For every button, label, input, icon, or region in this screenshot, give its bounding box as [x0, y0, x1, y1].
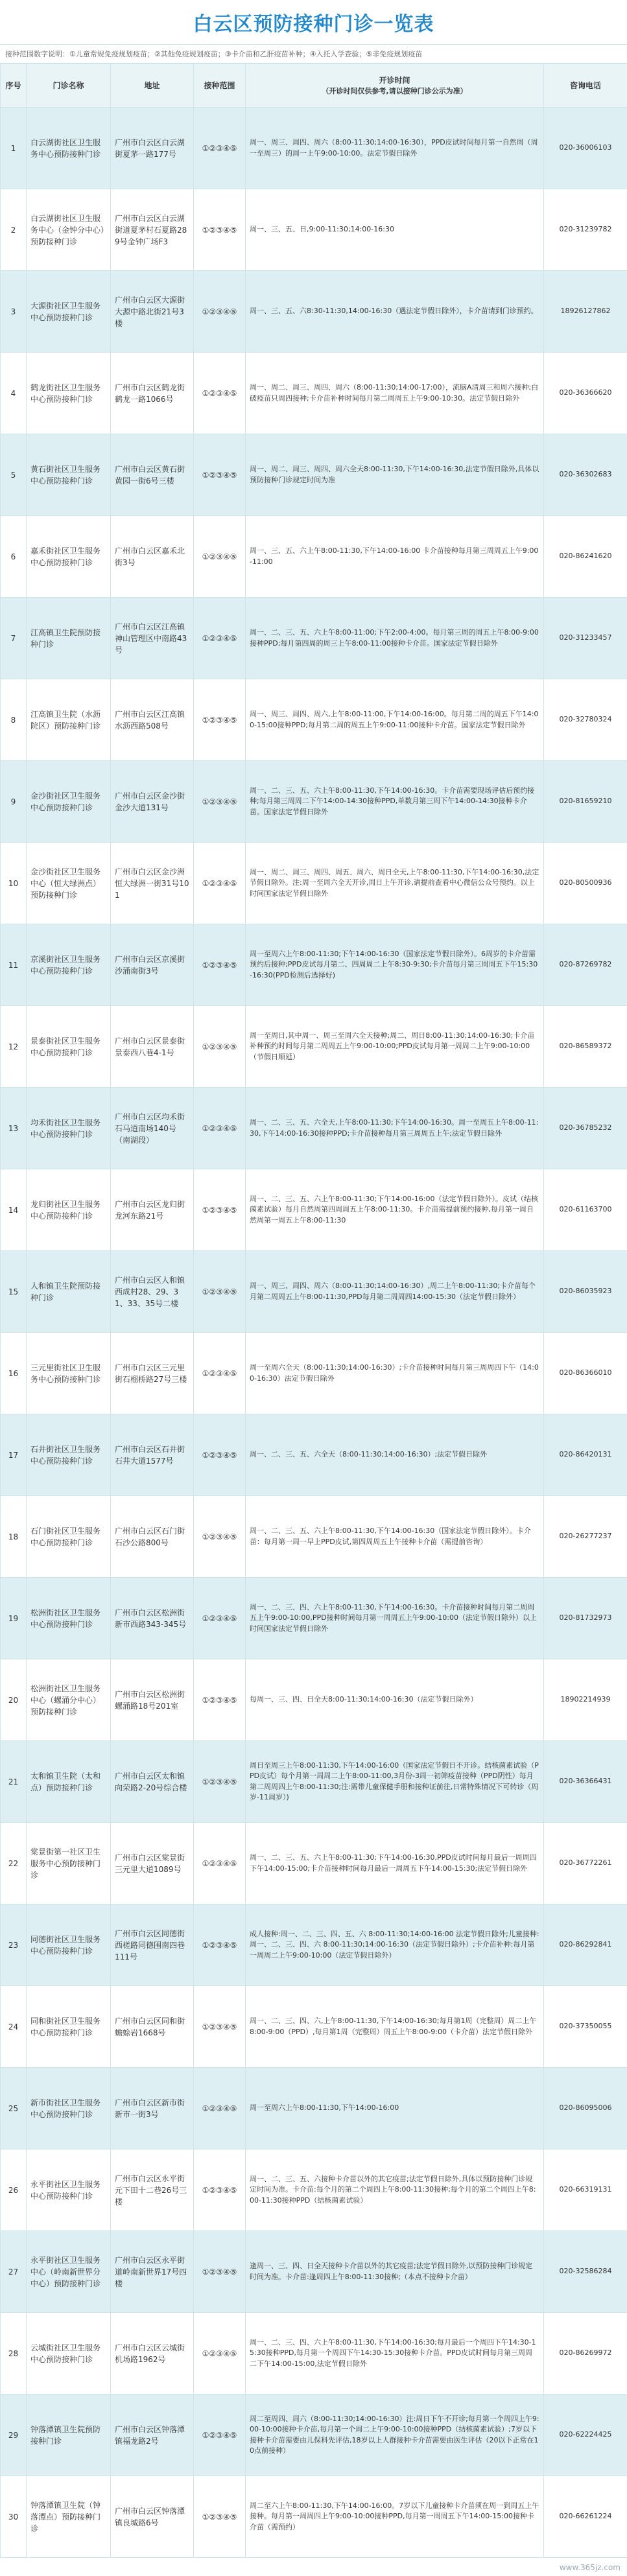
cell-index: 16: [1, 1333, 27, 1414]
table-header-row: [1, 64, 627, 108]
cell-address: 广州市白云区金沙街金沙大道131号: [111, 761, 194, 843]
table-row: [1, 1251, 627, 1333]
cell-clinic-name: 江高镇卫生院预防接种门诊: [27, 598, 111, 679]
cell-address: 广州市白云区江高镇神山管理区中南路43号: [111, 598, 194, 679]
cell-phone: 020-26277237: [544, 1496, 627, 1578]
cell-phone: 020-86366010: [544, 1333, 627, 1414]
cell-index: 29: [1, 2395, 27, 2476]
cell-scope: ①②③④⑤: [194, 2476, 246, 2558]
cell-scope: ①②③④⑤: [194, 1251, 246, 1333]
cell-index: 7: [1, 598, 27, 679]
table-row: [1, 1741, 627, 1823]
cell-clinic-name: 太和镇卫生院（太和点）预防接种门诊: [27, 1741, 111, 1823]
cell-hours: 成人接种:周一、二、三、四、五、六 8:00-11:30;14:00-16:00 法定节假日除外;儿童接种:周一、二、三、四、六 8:00-11:30;14:00-16:30（法定节假日除外）;卡介苗补种:每月第一周周二上午9:00-10:00（法定节假日除外）: [246, 1904, 544, 1986]
cell-index: 11: [1, 924, 27, 1006]
cell-hours: 周一、周二、周三、周四、周六全天8:00-11:30,下午14:00-16:30,法定节假日除外,具体以预防接种门诊规定时间为准: [246, 434, 544, 516]
cell-index: 25: [1, 2068, 27, 2149]
cell-phone: 020-31239782: [544, 189, 627, 271]
cell-phone: 020-86292841: [544, 1904, 627, 1986]
cell-index: 2: [1, 189, 27, 271]
cell-phone: 020-36785232: [544, 1088, 627, 1169]
cell-clinic-name: 黄石街社区卫生服务中心预防接种门诊: [27, 434, 111, 516]
cell-address: 广州市白云区永平街道岭南新世界17号四楼: [111, 2231, 194, 2313]
cell-phone: 020-31233457: [544, 598, 627, 679]
header-hours-label: 开诊时间: [379, 75, 410, 85]
cell-phone: 020-32586284: [544, 2231, 627, 2313]
cell-address: 广州市白云区大源街大源中路北街21号3楼: [111, 271, 194, 353]
cell-scope: ①②③④⑤: [194, 2395, 246, 2476]
cell-phone: 18926127862: [544, 271, 627, 353]
cell-phone: 020-66319131: [544, 2149, 627, 2231]
cell-hours: 周一、二、三、四、六上午8:00-11:30,下午14:00-16:30。卡介苗接种时间每月第二周周五上午9:00-10:00,PPD接种时间每月第一周周五上午9:00-10:00（法定节假日除外）以上时间国家法定节假日除外: [246, 1578, 544, 1659]
cell-phone: 020-86035923: [544, 1251, 627, 1333]
cell-index: 8: [1, 679, 27, 761]
cell-index: 18: [1, 1496, 27, 1578]
cell-phone: 020-87269782: [544, 924, 627, 1006]
cell-index: 24: [1, 1986, 27, 2068]
cell-scope: ①②③④⑤: [194, 189, 246, 271]
cell-hours: 周一、三、五、六8:30-11:30,14:00-16:30（遇法定节假日除外），卡介苗请到门诊预约。: [246, 271, 544, 353]
cell-scope: ①②③④⑤: [194, 1006, 246, 1088]
cell-hours: 周一、周三、周四、周六,上午8:00-11:00,下午14:00-16:00。每月第二周的周五下午14:00-15:00接种PPD;每月第二周的周五上午9:00-11:00接种卡介苗。国家法定节假日除外: [246, 679, 544, 761]
table-row: [1, 924, 627, 1006]
cell-index: 28: [1, 2313, 27, 2395]
cell-address: 广州市白云区石门街石沙公路800号: [111, 1496, 194, 1578]
cell-scope: ①②③④⑤: [194, 1904, 246, 1986]
cell-clinic-name: 钟落潭镇卫生院预防接种门诊: [27, 2395, 111, 2476]
cell-scope: ①②③④⑤: [194, 1333, 246, 1414]
table-row: [1, 1904, 627, 1986]
cell-address: 广州市白云区太和镇向荣路2-20号综合楼: [111, 1741, 194, 1823]
cell-address: 广州市白云区同和街蟾蜍岩1668号: [111, 1986, 194, 2068]
cell-hours: 周一、二、三、五、六上午8:00-11:30;下午14:00-16:30,PPD皮试时间每月最后一周周四下午14:00-15:00;卡介苗接种时间每月最后一周周五下午14:00-15:30;法定节假日除外: [246, 1823, 544, 1904]
table-row: [1, 271, 627, 353]
cell-phone: 020-36366431: [544, 1741, 627, 1823]
cell-address: 广州市白云区金沙洲恒大绿洲一街31号101: [111, 843, 194, 924]
cell-clinic-name: 钟落潭镇卫生院（钟落潭点）预防接种门诊: [27, 2476, 111, 2558]
cell-address: 广州市白云区云城街机场路1962号: [111, 2313, 194, 2395]
cell-clinic-name: 新市街社区卫生服务中心预防接种门诊: [27, 2068, 111, 2149]
cell-clinic-name: 白云湖街社区卫生服务中心预防接种门诊: [27, 108, 111, 189]
table-row: [1, 1496, 627, 1578]
cell-hours: 周一、三、五、六上午8:00-11:30,下午14:00-16:00 卡介苗接种每月第三周周五上午9:00-11:00: [246, 516, 544, 598]
cell-hours: 逢周一、三、四、日全天接种卡介苗以外的其它疫苗;法定节假日除外,以预防接种门诊规定时间为准。卡介苗:逢周四上午8:00-11:30接种;（本点不接种卡介苗）: [246, 2231, 544, 2313]
cell-scope: ①②③④⑤: [194, 598, 246, 679]
cell-hours: 周一、周三、周四、周六（8:00-11:30;14:00-16:30）,周二上午8:00-11:30;卡介苗每个月第二周周五上午8:00-11:30,PPD每月第二周周四14:00-15:30（法定节假日除外）: [246, 1251, 544, 1333]
cell-hours: 周一至周六上午8:00-11:30;下午14:00-16:30（国家法定节假日除外）。6周岁的卡介苗需预约后接种;PPD皮试每月第二、四周周二上午8:30-9:30;卡介苗每月第三周周五下午15:30-16:30(PPD检测后选择好): [246, 924, 544, 1006]
cell-scope: ①②③④⑤: [194, 2313, 246, 2395]
table-row: [1, 108, 627, 189]
table-row: [1, 1578, 627, 1659]
cell-scope: ①②③④⑤: [194, 1986, 246, 2068]
cell-hours: 周一、二、三、五、六全天（8:00-11:30;14:00-16:30）;法定节假日除外: [246, 1414, 544, 1496]
cell-phone: 020-32780324: [544, 679, 627, 761]
header-address: 地址: [111, 64, 194, 108]
cell-clinic-name: 三元里街社区卫生服务中心预防接种门诊: [27, 1333, 111, 1414]
cell-hours: 每周一、三、四、日全天8:00-11:30;14:00-16:30（法定节假日除外）: [246, 1659, 544, 1741]
cell-clinic-name: 金沙街社区卫生服务中心（恒大绿洲点）预防接种门诊: [27, 843, 111, 924]
cell-hours: 周一、周三、周四、周六（8:00-11:30;14:00-16:30），PPD皮试时间每月第一自然周（周一至周三）的周一上午9:00-10:00。法定节假日除外: [246, 108, 544, 189]
cell-index: 12: [1, 1006, 27, 1088]
cell-phone: 020-36772261: [544, 1823, 627, 1904]
cell-clinic-name: 同德街社区卫生服务中心预防接种门诊: [27, 1904, 111, 1986]
cell-address: 广州市白云区松洲街螺涌路18号201室: [111, 1659, 194, 1741]
table-row: [1, 2395, 627, 2476]
cell-scope: ①②③④⑤: [194, 1414, 246, 1496]
cell-address: 广州市白云区石井街石井大道1577号: [111, 1414, 194, 1496]
cell-hours: 周一、二、三、五、六接种卡介苗以外的其它疫苗;法定节假日除外,具体以预防接种门诊规定时间为准。卡介苗:每个月的第二个周四上午8:00-11:30接种;每个月的第二个周四上午8:00-11:30接种PPD（结核菌素试验）: [246, 2149, 544, 2231]
cell-index: 21: [1, 1741, 27, 1823]
cell-phone: 020-36366620: [544, 353, 627, 434]
cell-scope: ①②③④⑤: [194, 1088, 246, 1169]
cell-index: 6: [1, 516, 27, 598]
cell-index: 27: [1, 2231, 27, 2313]
cell-address: 广州市白云区嘉禾北街3号: [111, 516, 194, 598]
table-row: [1, 2149, 627, 2231]
cell-index: 23: [1, 1904, 27, 1986]
cell-scope: ①②③④⑤: [194, 2149, 246, 2231]
cell-clinic-name: 松洲街社区卫生服务中心（螺涌分中心）预防接种门诊: [27, 1659, 111, 1741]
cell-index: 9: [1, 761, 27, 843]
cell-scope: ①②③④⑤: [194, 516, 246, 598]
clinic-table: [0, 64, 627, 2558]
table-row: [1, 2313, 627, 2395]
header-index: 序号: [1, 64, 27, 108]
cell-address: 广州市白云区钟落潭镇福龙路2号: [111, 2395, 194, 2476]
table-row: [1, 1823, 627, 1904]
cell-scope: ①②③④⑤: [194, 924, 246, 1006]
cell-phone: 020-66261224: [544, 2476, 627, 2558]
cell-phone: 020-86420131: [544, 1414, 627, 1496]
cell-scope: ①②③④⑤: [194, 353, 246, 434]
cell-hours: 周一至周日,其中周一、周三至周六全天接种;周二、周日8:00-11:30;14:00-16:30;卡介苗补种预约时间每月第二周周五上午9:00-10:00;PPD皮试每月第一周周二上午9:00-10:00（节假日顺延）: [246, 1006, 544, 1088]
cell-index: 22: [1, 1823, 27, 1904]
cell-scope: ①②③④⑤: [194, 1578, 246, 1659]
cell-clinic-name: 大源街社区卫生服务中心预防接种门诊: [27, 271, 111, 353]
cell-clinic-name: 棠景街第一社区卫生服务中心预防接种门诊: [27, 1823, 111, 1904]
cell-address: 广州市白云区白云湖街夏茅一路177号: [111, 108, 194, 189]
cell-index: 13: [1, 1088, 27, 1169]
cell-scope: ①②③④⑤: [194, 843, 246, 924]
cell-clinic-name: 永平街社区卫生服务中心预防接种门诊: [27, 2149, 111, 2231]
cell-hours: 周日至周三上午8:00-11:30,下午14:00-16:00（国家法定节假日不开诊。结核菌素试验（PPD皮试）每个月第一周周二上午8:00-11:00,3月份-3周一初筛疫苗接种（PPD阴性）每月第二周周四上午8:00-11:30;注:需带儿童保健手册和接种证前往,日常特殊情况下可转诊（周岁-11周岁）): [246, 1741, 544, 1823]
cell-clinic-name: 京溪街社区卫生服务中心预防接种门诊: [27, 924, 111, 1006]
cell-clinic-name: 白云湖街社区卫生服务中心（金钟分中心）预防接种门诊: [27, 189, 111, 271]
cell-clinic-name: 嘉禾街社区卫生服务中心预防接种门诊: [27, 516, 111, 598]
cell-phone: 020-86589372: [544, 1006, 627, 1088]
table-row: [1, 679, 627, 761]
cell-scope: ①②③④⑤: [194, 761, 246, 843]
header-clinic-name: 门诊名称: [27, 64, 111, 108]
cell-phone: 020-81659210: [544, 761, 627, 843]
cell-address: 广州市白云区新市街新市一街3号: [111, 2068, 194, 2149]
table-row: [1, 1169, 627, 1251]
cell-clinic-name: 鹤龙街社区卫生服务中心预防接种门诊: [27, 353, 111, 434]
cell-address: 广州市白云区棠景街三元里大道1089号: [111, 1823, 194, 1904]
cell-phone: 020-86269972: [544, 2313, 627, 2395]
cell-hours: 周二至六上午8:00-11:30,下午14:00-16:00。7岁以下儿童接种卡介苗须在周一到周五上午接种。每月第一周周四上午9:00-10:00接种PPD,每月第一周周五下午14:00-15:00接种卡介苗（需预约）: [246, 2476, 544, 2558]
cell-phone: 020-36302683: [544, 434, 627, 516]
cell-index: 17: [1, 1414, 27, 1496]
table-row: [1, 516, 627, 598]
watermark: www.365jz.com: [559, 2563, 621, 2572]
cell-scope: ①②③④⑤: [194, 679, 246, 761]
table-row: [1, 2068, 627, 2149]
table-row: [1, 353, 627, 434]
cell-index: 20: [1, 1659, 27, 1741]
table-row: [1, 598, 627, 679]
cell-phone: 020-37350055: [544, 1986, 627, 2068]
cell-address: 广州市白云区景泰街景泰西八巷4-1号: [111, 1006, 194, 1088]
cell-clinic-name: 人和镇卫生院预防接种门诊: [27, 1251, 111, 1333]
cell-scope: ①②③④⑤: [194, 2068, 246, 2149]
cell-address: 广州市白云区白云湖街道夏茅村石夏路289号金钟广场F3: [111, 189, 194, 271]
cell-index: 3: [1, 271, 27, 353]
cell-phone: 020-62224425: [544, 2395, 627, 2476]
cell-clinic-name: 石井街社区卫生服务中心预防接种门诊: [27, 1414, 111, 1496]
cell-scope: ①②③④⑤: [194, 108, 246, 189]
cell-index: 15: [1, 1251, 27, 1333]
table-row: [1, 1333, 627, 1414]
table-row: [1, 1006, 627, 1088]
page-title: 白云区预防接种门诊一览表: [193, 13, 434, 36]
cell-address: 广州市白云区江高镇水沥西路508号: [111, 679, 194, 761]
cell-address: 广州市白云区人和镇西成村28、29、31、33、35号二楼: [111, 1251, 194, 1333]
cell-address: 广州市白云区三元里街石榴桥路27号三楼: [111, 1333, 194, 1414]
header-phone: 咨询电话: [544, 64, 627, 108]
cell-hours: 周一、二、三、五、六上午8:00-11:30,下午14:00-16:30（国家法定节假日除外）。卡介苗：每月第一周一早上PPD皮试,第四周周五上午接种卡介苗（需提前咨询）: [246, 1496, 544, 1578]
cell-index: 19: [1, 1578, 27, 1659]
cell-hours: 周一、二、三、五、六上午8:00-11:30;下午14:00-16:00（法定节假日除外）。皮试（结核菌素试验）每月自然周第四周周五上午8:00-11:30。卡介苗需提前预约接种,每月第一周自然周第一周五上午8:00-11:30: [246, 1169, 544, 1251]
cell-index: 1: [1, 108, 27, 189]
cell-scope: ①②③④⑤: [194, 2231, 246, 2313]
table-row: [1, 843, 627, 924]
cell-phone: 020-61163700: [544, 1169, 627, 1251]
cell-hours: 周一、三、五、日,9:00-11:30;14:00-16:30: [246, 189, 544, 271]
cell-index: 14: [1, 1169, 27, 1251]
table-row: [1, 1088, 627, 1169]
cell-address: 广州市白云区钟落潭镇良城路6号: [111, 2476, 194, 2558]
cell-hours: 周一、周二、周三、周四、周五、周六、周日全天,上午8:00-11:30,下午14:00-16:30,法定节假日除外。注:周一至周六全天开诊,周日上午开诊,请提前查看中心微信公众号预约。以上时间国家法定节假日除外: [246, 843, 544, 924]
cell-scope: ①②③④⑤: [194, 271, 246, 353]
cell-index: 10: [1, 843, 27, 924]
table-row: [1, 2231, 627, 2313]
cell-address: 广州市白云区鹤龙街鹤龙一路1066号: [111, 353, 194, 434]
cell-phone: 020-80500936: [544, 843, 627, 924]
cell-address: 广州市白云区永平街元下田十二巷26号三楼: [111, 2149, 194, 2231]
cell-clinic-name: 景泰街社区卫生服务中心预防接种门诊: [27, 1006, 111, 1088]
cell-scope: ①②③④⑤: [194, 434, 246, 516]
header-scope: 接种范围: [194, 64, 246, 108]
cell-scope: ①②③④⑤: [194, 1169, 246, 1251]
cell-clinic-name: 金沙街社区卫生服务中心预防接种门诊: [27, 761, 111, 843]
cell-address: 广州市白云区松洲街新市西路343-345号: [111, 1578, 194, 1659]
cell-hours: 周一、二、三、四、六,上午8:00-11:30,下午14:00-16:30;每月第1周（完整周）周二上午8:00-9:00（PPD）,每月第1周（完整周）周五上午8:00-9:00（卡介苗）法定节假日除外: [246, 1986, 544, 2068]
cell-address: 广州市白云区龙归街龙河东路21号: [111, 1169, 194, 1251]
header-hours-subnote: （开诊时间仅供参考,请以接种门诊公示为准）: [322, 86, 467, 95]
cell-phone: 020-36006103: [544, 108, 627, 189]
cell-scope: ①②③④⑤: [194, 1496, 246, 1578]
scope-legend-note: 接种范围数字说明：①儿童常规免疫规划疫苗；②其他免疫规划疫苗；③卡介苗和乙肝疫苗补种；④入托入学查验；⑤非免疫规划疫苗: [0, 45, 627, 64]
table-row: [1, 1414, 627, 1496]
cell-address: 广州市白云区黄石街黄园一街6号三楼: [111, 434, 194, 516]
cell-phone: 020-81732973: [544, 1578, 627, 1659]
cell-scope: ①②③④⑤: [194, 1823, 246, 1904]
cell-clinic-name: 同和街社区卫生服务中心预防接种门诊: [27, 1986, 111, 2068]
cell-scope: ①②③④⑤: [194, 1659, 246, 1741]
table-row: [1, 1659, 627, 1741]
cell-hours: 周一至周六全天（8:00-11:30;14:00-16:30）;卡介苗接种时间每月第三周周四下午（14:00-16:30）法定节假日除外: [246, 1333, 544, 1414]
cell-hours: 周一至周六上午8:00-11:30,下午14:00-16:00: [246, 2068, 544, 2149]
cell-index: 26: [1, 2149, 27, 2231]
cell-hours: 周一、二、三、五、六上午8:00-11:30,下午14:00-16:30。卡介苗需要现场评估后预约接种;每月第三周周二下午14:00-14:30接种PPD,单数月第三周下午14:00-14:30接种卡介苗。国家法定节假日除外: [246, 761, 544, 843]
table-row: [1, 1986, 627, 2068]
cell-hours: 周一、周二、周三、周四、周六（8:00-11:30;14:00-17:00），流脑A清周三和周六接种;白破疫苗只周四接种;卡介苗补种时间每月第二周周五上午9:00-10:30。法定节假日除外: [246, 353, 544, 434]
cell-clinic-name: 江高镇卫生院（水沥院区）预防接种门诊: [27, 679, 111, 761]
cell-clinic-name: 石门街社区卫生服务中心预防接种门诊: [27, 1496, 111, 1578]
cell-address: 广州市白云区京溪街沙涌南街3号: [111, 924, 194, 1006]
table-row: [1, 761, 627, 843]
cell-index: 30: [1, 2476, 27, 2558]
cell-address: 广州市白云区同德街西槎路同德围南四巷111号: [111, 1904, 194, 1986]
cell-phone: 18902214939: [544, 1659, 627, 1741]
header-hours: [246, 64, 544, 108]
cell-hours: 周二至周四、周六（8:00-11:30;14:00-16:30）注:周日下午不开诊;每月第一个周四上午9:00-10:00接种卡介苗,每月第一个周二上午9:00-10:00接种PPD（结核菌素试验）;7岁以下接种卡介苗需要由儿保科先评估,18岁以上人群接种卡介苗需要由医生评估（20以下正常在10点前接种）: [246, 2395, 544, 2476]
cell-clinic-name: 松洲街社区卫生服务中心预防接种门诊: [27, 1578, 111, 1659]
cell-index: 4: [1, 353, 27, 434]
table-row: [1, 2476, 627, 2558]
cell-clinic-name: 均禾街社区卫生服务中心预防接种门诊: [27, 1088, 111, 1169]
table-row: [1, 189, 627, 271]
cell-scope: ①②③④⑤: [194, 1741, 246, 1823]
cell-clinic-name: 云城街社区卫生服务中心预防接种门诊: [27, 2313, 111, 2395]
cell-hours: 周一、二、三、四、六上午8:00-11:30,下午14:00-16:30;每月最后一个周四下午14:30-15:30接种PPD,每月第一个周四下午14:30-15:30接种卡介苗。PPD皮试时间每月第三周周二下午14:00-15:00,法定节假日除外: [246, 2313, 544, 2395]
cell-clinic-name: 龙归街社区卫生服务中心预防接种门诊: [27, 1169, 111, 1251]
cell-address: 广州市白云区均禾街石马道南场140号（南湖段）: [111, 1088, 194, 1169]
cell-hours: 周一、二、三、五、六上午8:00-11:00;下午2:00-4:00。每月第三周的周五上午8:00-9:00接种PPD;每月第四周的周三上午8:00-11:00接种卡介苗。国家法定节假日除外: [246, 598, 544, 679]
cell-phone: 020-86241620: [544, 516, 627, 598]
cell-hours: 周一、二、三、五、六全天,上午8:00-11:30;下午14:00-16:30。周一至周五上午8:00-11:30,下午14:00-16:30接种PPD;卡介苗接种每月第三周周五上午;法定节假日除外: [246, 1088, 544, 1169]
title-row: [0, 0, 627, 45]
cell-index: 5: [1, 434, 27, 516]
table-row: [1, 434, 627, 516]
cell-phone: 020-86095006: [544, 2068, 627, 2149]
cell-clinic-name: 永平街社区卫生服务中心（岭南新世界分中心）预防接种门诊: [27, 2231, 111, 2313]
